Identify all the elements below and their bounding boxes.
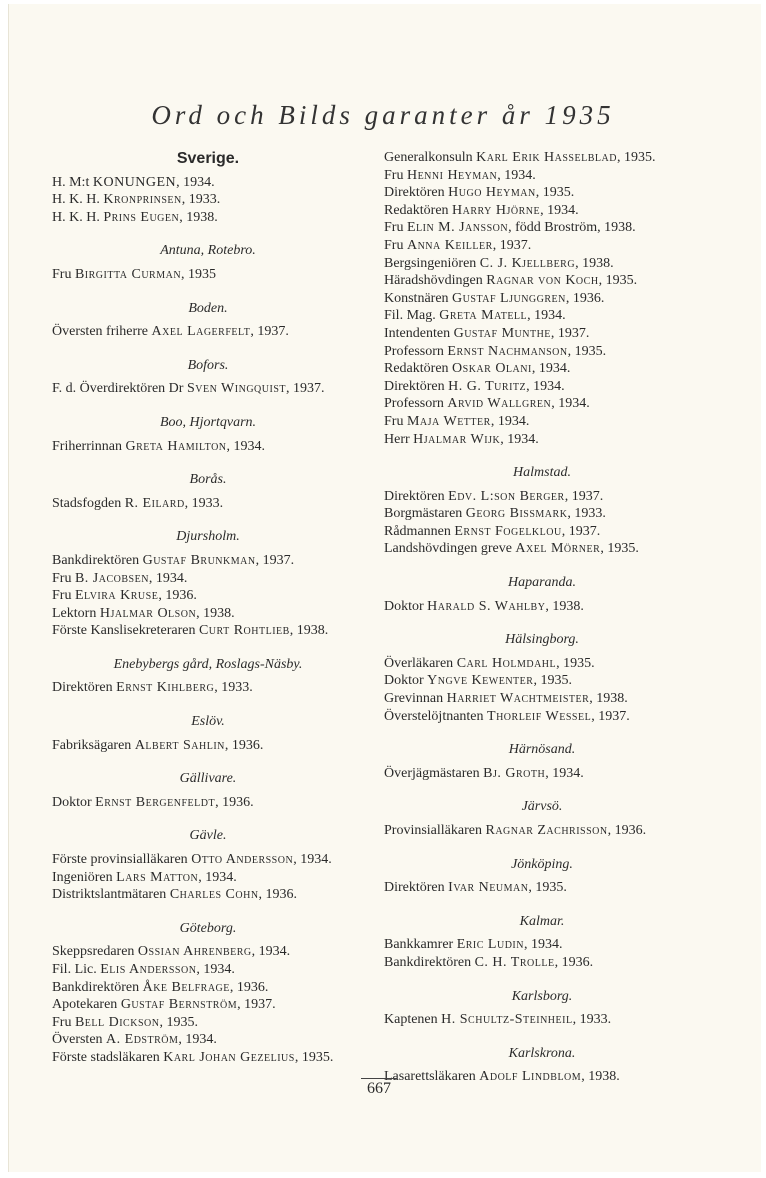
entry-name: Anna Keiller bbox=[406, 237, 493, 253]
guarantor-entry bbox=[384, 325, 700, 343]
guarantor-entry bbox=[52, 869, 364, 887]
place-group bbox=[384, 988, 700, 1029]
place-heading: Karlsborg. bbox=[511, 988, 573, 1004]
entry-name: Gustaf Brunkman bbox=[142, 552, 256, 568]
entry-title: Bankdirektören bbox=[384, 954, 475, 970]
entry-title: Doktor bbox=[52, 794, 96, 810]
entry-title: H. K. H. bbox=[52, 192, 104, 208]
entry-name: Thorleif Wessel bbox=[487, 708, 592, 724]
entry-name: Greta Matell bbox=[439, 308, 528, 324]
entry-year: , 1936. bbox=[565, 290, 605, 306]
entry-name: Ernst Kihlberg bbox=[116, 680, 215, 696]
guarantor-entry bbox=[384, 540, 700, 558]
entry-year: , 1937. bbox=[561, 523, 601, 539]
entry-name: Ivar Neuman bbox=[448, 880, 529, 896]
entry-year: , 1935. bbox=[616, 150, 656, 165]
guarantor-entry bbox=[384, 765, 700, 783]
place-group bbox=[384, 741, 700, 782]
entry-year: , 1936. bbox=[607, 823, 647, 838]
entry-title: Direktören bbox=[384, 880, 449, 896]
entry-year: , 1933. bbox=[567, 506, 606, 522]
entry-title: Grevinnan bbox=[384, 691, 447, 707]
guarantor-entry bbox=[52, 1031, 364, 1049]
entry-name: C. H. Trolle bbox=[474, 954, 555, 970]
entry-year: , 1934. bbox=[293, 852, 332, 868]
place-group bbox=[52, 528, 364, 640]
entry-title: Rådmannen bbox=[384, 523, 455, 539]
entry-title: Översten friherre bbox=[52, 324, 152, 340]
entry-name: Maja Wetter bbox=[406, 413, 491, 429]
guarantor-entry bbox=[52, 380, 364, 398]
place-group bbox=[384, 1045, 700, 1086]
entry-year: , 1933. bbox=[184, 495, 224, 511]
left-groups bbox=[52, 174, 364, 1067]
entry-year: , 1937. bbox=[492, 237, 532, 253]
entry-title: Herr bbox=[384, 431, 414, 447]
entry-title: Fru bbox=[52, 1014, 75, 1030]
country-heading: Sverige. bbox=[176, 150, 240, 167]
entry-title: Direktören bbox=[52, 680, 117, 696]
right-groups bbox=[384, 149, 700, 1086]
entry-year: , 1937. bbox=[550, 325, 590, 341]
entry-name: Prins Eugen bbox=[103, 209, 180, 225]
entry-name: R. Eilard bbox=[124, 495, 185, 511]
entry-name: Arvid Wallgren bbox=[447, 396, 552, 412]
guarantor-entry bbox=[52, 1014, 364, 1032]
guarantor-entry bbox=[384, 936, 700, 954]
entry-title: Förste Kanslisekreteraren bbox=[52, 623, 199, 639]
entry-title: Överstelöjtnanten bbox=[384, 708, 488, 724]
entry-title: Fil. Mag. bbox=[384, 308, 440, 324]
guarantor-entry bbox=[52, 605, 364, 623]
entry-title: Bankdirektören bbox=[52, 979, 143, 995]
entry-title: Förste stadsläkaren bbox=[52, 1049, 164, 1065]
guarantor-entry bbox=[384, 237, 700, 255]
entry-year: , 1934. bbox=[198, 869, 237, 885]
guarantor-entry bbox=[384, 655, 700, 673]
entry-year: , 1938. bbox=[196, 605, 235, 621]
entry-title: Bankkamrer bbox=[384, 937, 457, 953]
entry-name: Birgitta Curman bbox=[74, 266, 182, 282]
guarantor-entry bbox=[52, 495, 364, 513]
place-heading: Antuna, Rotebro. bbox=[160, 243, 256, 259]
entry-year: , 1937. bbox=[237, 997, 276, 1013]
place-heading: Djursholm. bbox=[176, 529, 240, 545]
entry-year: , 1934. bbox=[497, 167, 536, 183]
place-heading: Eslöv. bbox=[191, 714, 225, 730]
entry-name: Albert Sahlin bbox=[134, 737, 225, 753]
guarantor-entry bbox=[384, 488, 700, 506]
entry-name: Kronprinsen bbox=[103, 192, 182, 208]
entry-name: Georg Bissmark bbox=[465, 506, 568, 522]
entry-year: , 1935. bbox=[600, 541, 639, 557]
place-heading: Halmstad. bbox=[513, 465, 571, 481]
entry-title: Bankdirektören bbox=[52, 552, 143, 568]
place-group bbox=[384, 574, 700, 615]
entry-title: Fru bbox=[52, 570, 75, 586]
entry-year: , 1936. bbox=[224, 737, 264, 753]
guarantor-entry bbox=[384, 360, 700, 378]
place-group bbox=[384, 798, 700, 839]
place-heading: Karlskrona. bbox=[508, 1045, 576, 1061]
entry-year: , 1936. bbox=[229, 979, 269, 995]
guarantor-entry bbox=[384, 202, 700, 220]
entry-title: Lektorn bbox=[52, 605, 100, 621]
entry-title: Landshövdingen greve bbox=[384, 541, 516, 557]
guarantor-entry bbox=[384, 1068, 700, 1086]
entry-year: , född Broström, 1938. bbox=[508, 220, 636, 236]
entry-title: F. d. Överdirektören Dr bbox=[52, 381, 187, 397]
entry-name: Henni Heyman bbox=[406, 167, 498, 183]
guarantor-entry bbox=[384, 184, 700, 202]
entry-title: Redaktören bbox=[384, 202, 453, 218]
place-group bbox=[52, 414, 364, 455]
entry-name: A. Edström bbox=[106, 1032, 179, 1048]
entry-name: Edv. L:son Berger bbox=[448, 488, 565, 504]
guarantor-entry bbox=[52, 794, 364, 812]
place-heading: Härnösand. bbox=[508, 742, 576, 758]
left-column bbox=[52, 150, 364, 1067]
entry-name: H. Schultz-Steinheil bbox=[441, 1012, 573, 1028]
place-heading: Boo, Hjortqvarn. bbox=[159, 414, 257, 430]
entry-year: , 1938. bbox=[545, 598, 584, 614]
place-group bbox=[52, 827, 364, 903]
entry-year: , 1937. bbox=[564, 488, 604, 504]
guarantor-entry bbox=[52, 570, 364, 588]
entry-title: Direktören bbox=[384, 378, 449, 394]
entry-year: , 1935 bbox=[181, 266, 217, 282]
entry-year: , 1936. bbox=[258, 887, 298, 903]
guarantor-entry bbox=[384, 343, 700, 361]
entry-title: Fru bbox=[384, 237, 407, 253]
entry-name: Åke Belfrage bbox=[142, 979, 230, 995]
place-heading: Hälsingborg. bbox=[505, 632, 579, 648]
guarantor-entry bbox=[52, 961, 364, 979]
entry-name: Otto Andersson bbox=[191, 852, 294, 868]
entry-name: Carl Holmdahl bbox=[456, 655, 557, 671]
guarantor-entry bbox=[52, 737, 364, 755]
entry-year: , 1936. bbox=[554, 954, 594, 970]
entry-title: Överjägmästaren bbox=[384, 765, 484, 781]
guarantor-entry bbox=[52, 851, 364, 869]
entry-title: Provinsialläkaren bbox=[384, 823, 486, 838]
entry-name: Ernst Nachmanson bbox=[447, 343, 568, 359]
guarantor-entry bbox=[52, 191, 364, 209]
guarantor-entry bbox=[384, 219, 700, 237]
guarantor-entry bbox=[384, 272, 700, 290]
guarantor-entry bbox=[52, 679, 364, 697]
place-group bbox=[52, 174, 364, 227]
entry-year: , 1938. bbox=[289, 623, 329, 639]
guarantor-entry bbox=[384, 1011, 700, 1029]
place-heading: Jönköping. bbox=[511, 856, 573, 872]
guarantor-entry bbox=[384, 149, 700, 167]
entry-year: , 1938. bbox=[581, 1069, 620, 1085]
entry-year: , 1934. bbox=[226, 438, 266, 454]
guarantor-entry bbox=[384, 690, 700, 708]
entry-title: Lasarettsläkaren bbox=[384, 1069, 480, 1085]
entry-name: Sven Wingquist bbox=[186, 381, 286, 397]
guarantor-entry bbox=[384, 413, 700, 431]
place-group bbox=[384, 464, 700, 558]
entry-year: , 1933. bbox=[181, 192, 221, 208]
entry-name: Hugo Heyman bbox=[448, 185, 536, 201]
entry-year: , 1937. bbox=[250, 324, 289, 340]
entry-name: Oskar Olani bbox=[452, 361, 532, 377]
entry-name: Harry Hjörne bbox=[452, 202, 541, 218]
entry-name: Ernst Fogelklou bbox=[454, 523, 562, 539]
page-number: 667 bbox=[361, 1078, 397, 1098]
place-group bbox=[52, 300, 364, 341]
entry-year: , 1935. bbox=[556, 655, 595, 671]
entry-title: Fabriksägaren bbox=[52, 737, 135, 753]
entry-name: Karl Erik Hasselblad bbox=[476, 150, 617, 165]
entry-name: C. J. Kjellberg bbox=[479, 255, 576, 271]
guarantor-entry bbox=[384, 822, 700, 840]
entry-name: Karl Johan Gezelius bbox=[163, 1049, 295, 1065]
entry-year: , 1934. bbox=[176, 174, 215, 190]
guarantor-entry bbox=[384, 598, 700, 616]
entry-title: Fru bbox=[384, 167, 407, 183]
entry-year: , 1934. bbox=[526, 378, 565, 394]
guarantor-entry bbox=[384, 307, 700, 325]
place-group bbox=[52, 357, 364, 398]
entry-name: Harald S. Wahlby bbox=[427, 598, 546, 614]
guarantor-entry bbox=[52, 266, 364, 284]
entry-year: , 1935. bbox=[535, 185, 575, 201]
guarantor-entry bbox=[52, 943, 364, 961]
entry-year: , 1938. bbox=[589, 691, 628, 707]
entry-year: , 1934. bbox=[531, 361, 571, 377]
entry-title: Professorn bbox=[384, 343, 448, 359]
guarantor-entry bbox=[52, 323, 364, 341]
entry-name: Gustaf Ljunggren bbox=[452, 290, 566, 306]
entry-title: H. K. H. bbox=[52, 209, 104, 225]
guarantor-entry bbox=[384, 708, 700, 726]
guarantor-entry bbox=[384, 290, 700, 308]
place-heading: Göteborg. bbox=[179, 920, 237, 936]
guarantor-entry bbox=[52, 209, 364, 227]
entry-year: , 1935. bbox=[159, 1014, 198, 1030]
entry-year: , 1934. bbox=[540, 202, 579, 218]
entry-name: Elis Andersson bbox=[100, 962, 197, 977]
entry-title: Stadsfogden bbox=[52, 495, 125, 511]
entry-year: , 1933. bbox=[214, 680, 253, 696]
place-heading: Borås. bbox=[189, 472, 227, 488]
entry-year: , 1934. bbox=[178, 1032, 217, 1048]
entry-title: Redaktören bbox=[384, 361, 453, 377]
entry-year: , 1935. bbox=[567, 343, 607, 359]
place-heading: Järvsö. bbox=[521, 799, 563, 815]
entry-year: , 1937. bbox=[255, 552, 295, 568]
entry-year: , 1935. bbox=[294, 1049, 334, 1065]
entry-title: Fil. Lic. bbox=[52, 962, 101, 977]
entry-title: Översten bbox=[52, 1032, 107, 1048]
entry-year: , 1934. bbox=[148, 570, 188, 586]
entry-name: Charles Cohn bbox=[169, 887, 259, 903]
entry-name: Hjalmar Wijk bbox=[413, 431, 501, 447]
right-column bbox=[384, 149, 700, 1086]
entry-title: Skeppsredaren bbox=[52, 944, 138, 960]
place-heading: Haparanda. bbox=[507, 575, 577, 591]
entry-year: , 1934. bbox=[551, 396, 590, 412]
place-group bbox=[52, 770, 364, 811]
guarantor-entry bbox=[384, 505, 700, 523]
entry-name: Gustaf Bernström bbox=[120, 997, 238, 1013]
entry-title: Doktor bbox=[384, 598, 428, 614]
entry-title: Generalkonsuln bbox=[384, 150, 477, 165]
guarantor-entry bbox=[384, 523, 700, 541]
entry-name: KONUNGEN bbox=[92, 174, 177, 190]
guarantor-entry bbox=[384, 431, 700, 449]
entry-title: Professorn bbox=[384, 396, 448, 412]
place-group bbox=[52, 920, 364, 1067]
entry-title: Överläkaren bbox=[384, 655, 457, 671]
guarantor-entry bbox=[52, 886, 364, 904]
entry-title: Fru bbox=[384, 413, 407, 429]
entry-name: Greta Hamilton bbox=[125, 438, 227, 454]
entry-year: , 1935. bbox=[598, 273, 638, 289]
entry-name: Yngve Kewenter bbox=[427, 673, 534, 689]
entry-name: Ossian Ahrenberg bbox=[137, 944, 252, 960]
entry-title: Doktor bbox=[384, 673, 428, 689]
entry-year: , 1934. bbox=[527, 308, 566, 324]
entry-year: , 1934. bbox=[545, 765, 584, 781]
guarantor-entry bbox=[384, 255, 700, 273]
entry-name: Ragnar Zachrisson bbox=[485, 823, 608, 838]
guarantor-entry bbox=[52, 979, 364, 997]
entry-name: Curt Rohtlieb bbox=[198, 623, 290, 639]
guarantor-entry bbox=[384, 395, 700, 413]
entry-year: , 1938. bbox=[179, 209, 218, 225]
place-group bbox=[52, 242, 364, 283]
place-heading: Kalmar. bbox=[519, 913, 565, 929]
entry-name: Axel Mörner bbox=[515, 541, 601, 557]
entry-name: Bell Dickson bbox=[74, 1014, 160, 1030]
guarantor-entry bbox=[384, 879, 700, 897]
entry-year: , 1937. bbox=[285, 381, 325, 397]
entry-year: , 1934. bbox=[500, 431, 539, 447]
entry-title: Kaptenen bbox=[384, 1012, 442, 1028]
entry-title: Intendenten bbox=[384, 325, 454, 341]
entry-year: , 1935. bbox=[533, 673, 572, 689]
guarantor-entry bbox=[384, 672, 700, 690]
entry-title: Apotekaren bbox=[52, 997, 121, 1013]
place-group bbox=[52, 713, 364, 754]
place-group bbox=[52, 471, 364, 512]
entry-name: Gustaf Munthe bbox=[453, 325, 551, 341]
guarantor-entry bbox=[52, 174, 364, 192]
entry-year: , 1938. bbox=[575, 255, 614, 271]
entry-year: , 1936. bbox=[215, 794, 254, 810]
entry-year: , 1934. bbox=[490, 413, 530, 429]
place-heading: Enebybergs gård, Roslags-Näsby. bbox=[113, 656, 303, 672]
place-heading: Gävle. bbox=[189, 828, 227, 844]
entry-title: Fru bbox=[52, 588, 75, 604]
entry-name: Elvira Kruse bbox=[74, 588, 159, 604]
guarantor-entry bbox=[52, 996, 364, 1014]
guarantor-entry bbox=[52, 587, 364, 605]
entry-title: Direktören bbox=[384, 185, 449, 201]
entry-title: Häradshövdingen bbox=[384, 273, 487, 289]
entry-title: Direktören bbox=[384, 488, 449, 504]
entry-name: B. Jacobsen bbox=[74, 570, 149, 586]
entry-title: Bergsingeniören bbox=[384, 255, 480, 271]
place-heading: Boden. bbox=[188, 300, 228, 316]
guarantor-entry bbox=[52, 438, 364, 456]
entry-name: Elin M. Jansson bbox=[406, 220, 509, 236]
entry-name: Harriet Wachtmeister bbox=[446, 691, 590, 707]
entry-name: Adolf Lindblom bbox=[479, 1069, 582, 1085]
place-group bbox=[52, 656, 364, 697]
entry-name: Lars Matton bbox=[116, 869, 199, 885]
entry-name: Eric Ludin bbox=[456, 937, 524, 953]
page-title: Ord och Bilds garanter år 1935 bbox=[151, 100, 615, 130]
entry-name: H. G. Turitz bbox=[448, 378, 527, 394]
place-heading: Bofors. bbox=[187, 357, 229, 373]
entry-year: , 1933. bbox=[572, 1012, 612, 1028]
entry-title: Distriktslantmätaren bbox=[52, 887, 170, 903]
place-group bbox=[384, 631, 700, 725]
guarantor-entry bbox=[384, 954, 700, 972]
entry-name: Axel Lagerfelt bbox=[151, 324, 251, 340]
place-group bbox=[384, 149, 700, 448]
guarantor-entry bbox=[52, 552, 364, 570]
entry-year: , 1934. bbox=[523, 937, 563, 953]
entry-title: Fru bbox=[52, 266, 75, 282]
entry-year: , 1936. bbox=[158, 588, 197, 604]
entry-title: Ingeniören bbox=[52, 869, 117, 885]
guarantor-entry bbox=[52, 1049, 364, 1067]
entry-title: Borgmästaren bbox=[384, 506, 466, 522]
entry-name: Ernst Bergenfeldt bbox=[95, 794, 216, 810]
guarantor-entry bbox=[384, 167, 700, 185]
place-heading: Gällivare. bbox=[179, 771, 237, 787]
entry-year: , 1934. bbox=[196, 962, 235, 977]
entry-name: Ragnar von Koch bbox=[486, 273, 599, 289]
entry-year: , 1935. bbox=[528, 880, 567, 896]
entry-title: Förste provinsialläkaren bbox=[52, 852, 192, 868]
entry-title: Fru bbox=[384, 220, 407, 236]
place-group bbox=[384, 913, 700, 972]
entry-name: Bj. Groth bbox=[483, 765, 546, 781]
guarantor-entry bbox=[384, 378, 700, 396]
entry-name: Hjalmar Olson bbox=[99, 605, 197, 621]
entry-title: H. M:t bbox=[52, 174, 93, 190]
entry-year: , 1934. bbox=[251, 944, 291, 960]
entry-title: Friherrinnan bbox=[52, 438, 126, 454]
entry-title: Konstnären bbox=[384, 290, 453, 306]
guarantor-entry bbox=[52, 622, 364, 640]
place-group bbox=[384, 856, 700, 897]
entry-year: , 1937. bbox=[591, 708, 630, 724]
